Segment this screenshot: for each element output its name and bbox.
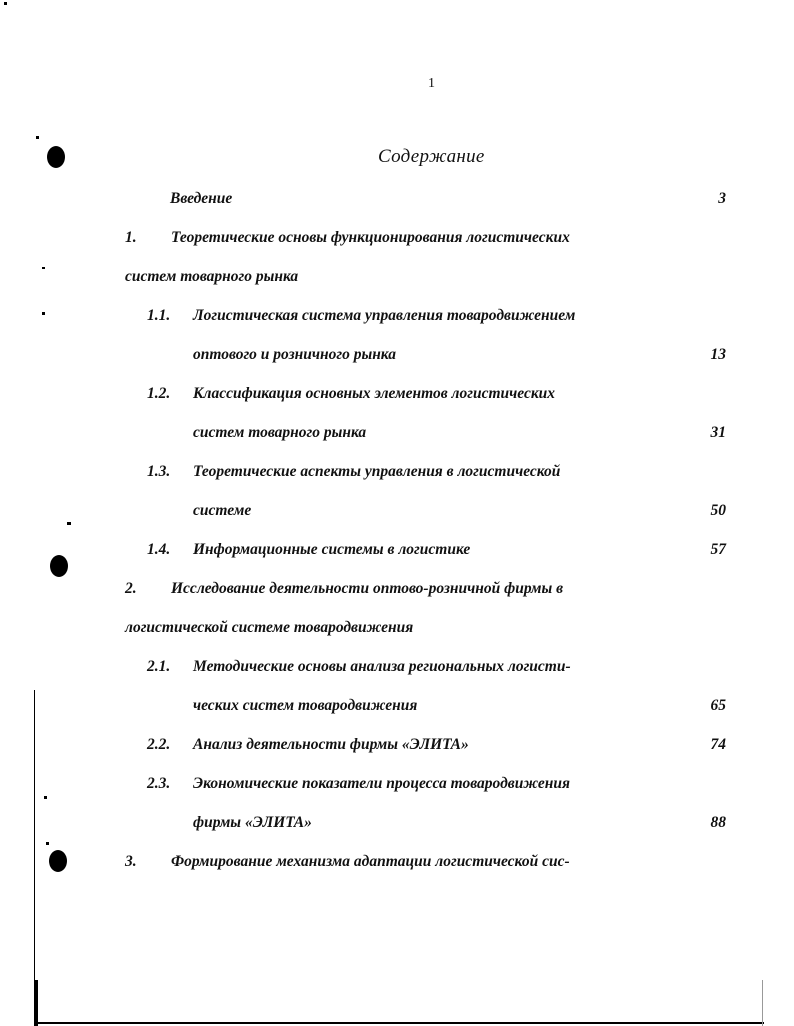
toc-s23-number: 2.3. (147, 775, 171, 792)
toc-s23-line2: фирмы «ЭЛИТА» (193, 814, 312, 831)
scan-speck (36, 136, 39, 139)
toc-s11-page: 13 (710, 346, 726, 363)
toc-s13-page: 50 (710, 502, 726, 519)
toc-s14-number: 1.4. (147, 541, 171, 558)
toc-ch3-title-line1: Формирование механизма адаптации логистической сис- (171, 853, 570, 870)
toc-ch1-title-line1: Теоретические основы функционирования логистических (171, 229, 570, 246)
punch-hole-bottom (49, 850, 67, 872)
scan-speck (44, 796, 47, 799)
scan-speck (42, 267, 45, 269)
toc-ch2-title-line2: логистической системе товародвижения (125, 619, 414, 636)
scan-speck (4, 2, 7, 5)
toc-s21-number: 2.1. (147, 658, 171, 675)
scan-speck (46, 842, 49, 845)
punch-hole-middle (50, 555, 68, 577)
scan-edge-left (34, 690, 35, 1026)
toc-ch1-title-line2: систем товарного рынка (125, 268, 299, 285)
scan-speck (67, 522, 71, 525)
toc-ch2-number: 2. (125, 580, 137, 597)
toc-s21-page: 65 (710, 697, 726, 714)
toc-s12-page: 31 (710, 424, 726, 441)
toc-s22-number: 2.2. (147, 736, 171, 753)
toc-s22-page: 74 (710, 736, 726, 753)
toc-s11-number: 1.1. (147, 307, 171, 324)
toc-s14-line1: Информационные системы в логистике (193, 541, 471, 558)
scan-edge-left-thick (34, 980, 38, 1026)
toc-s21-line2: ческих систем товародвижения (193, 697, 418, 714)
toc-s14-page: 57 (710, 541, 726, 558)
toc-title: Содержание (378, 146, 485, 167)
toc-s23-page: 88 (710, 814, 726, 831)
toc-intro-label: Введение (170, 190, 233, 207)
toc-ch3-number: 3. (125, 853, 137, 870)
toc-s13-line2: системе (193, 502, 252, 519)
toc-s23-line1: Экономические показатели процесса товародвижения (193, 775, 570, 792)
toc-intro-page: 3 (718, 190, 726, 207)
page-number: 1 (428, 76, 435, 91)
scan-edge-right (762, 980, 763, 1026)
toc-ch1-number: 1. (125, 229, 137, 246)
toc-s12-line1: Классификация основных элементов логистических (193, 385, 556, 402)
toc-s11-line1: Логистическая система управления товародвижением (193, 307, 576, 324)
toc-s12-number: 1.2. (147, 385, 171, 402)
toc-s21-line1: Методические основы анализа региональных логисти- (193, 658, 571, 675)
toc-s11-line2: оптового и розничного рынка (193, 346, 397, 363)
scan-speck (42, 312, 45, 315)
toc-s13-line1: Теоретические аспекты управления в логистической (193, 463, 561, 480)
punch-hole-top (47, 146, 65, 168)
toc-ch2-title-line1: Исследование деятельности оптово-розничной фирмы в (171, 580, 564, 597)
toc-s13-number: 1.3. (147, 463, 171, 480)
scan-edge-bottom (34, 1022, 764, 1024)
toc-s22-line1: Анализ деятельности фирмы «ЭЛИТА» (193, 736, 469, 753)
toc-s12-line2: систем товарного рынка (193, 424, 367, 441)
